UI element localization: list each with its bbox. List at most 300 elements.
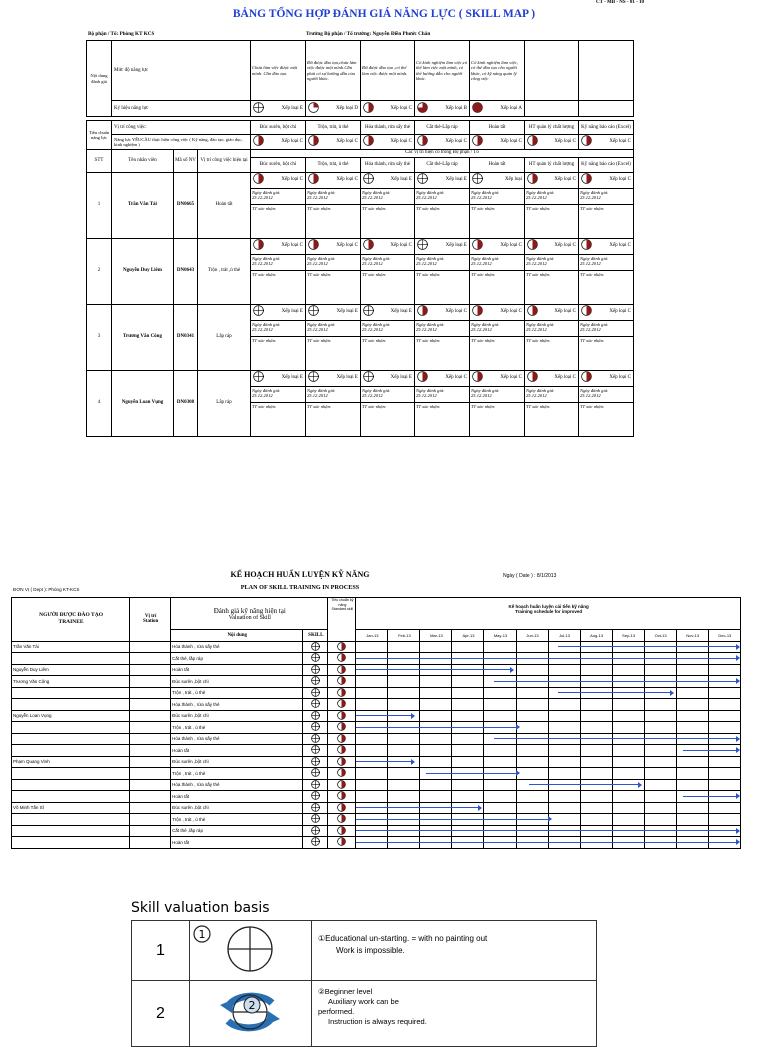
- employee-rating: Xếp loại C: [525, 239, 578, 253]
- skill-content: Đúc surên ,bột chì: [171, 710, 303, 722]
- skill-map-title: BẢNG TỔNG HỢP ĐÁNH GIÁ NĂNG LỰC ( SKILL MAP ): [232, 8, 536, 20]
- position-header-4: Hoàn tất: [470, 121, 525, 135]
- criteria-label: Nội dung đánh giá: [87, 41, 112, 117]
- skill-content: Hoàn tất: [171, 664, 303, 676]
- eval-date: Ngày đánh giá: 25.12.2012: [579, 320, 634, 336]
- level-e-symbol-icon: [311, 647, 320, 652]
- level-c-symbol-icon: [363, 135, 374, 149]
- employee-rating: Xếp loại C: [579, 239, 633, 253]
- trainee-name: Võ Minh Tấn Sĩ: [12, 802, 130, 814]
- trainee-name: [12, 653, 130, 665]
- eval-date: Ngày đánh giá: 25.12.2012: [361, 188, 415, 204]
- employee-rating: Xếp loại C: [579, 173, 633, 187]
- confirm-cell: TT xác nhận:: [361, 204, 415, 238]
- level-c-symbol-icon: [337, 647, 346, 652]
- level-e-symbol-icon: [308, 305, 319, 319]
- eval-date: Ngày đánh giá: 25.12.2012: [361, 320, 415, 336]
- level-desc-1: Đã được đào tạo,chưa làm việc được một mình.Cần phải có sự hướng dẫn của người khác.: [306, 41, 361, 101]
- station-header-vi: Vị trí: [144, 614, 157, 620]
- employee-rating: Xếp loại E: [361, 305, 414, 319]
- eval-date: Ngày đánh giá: 25.12.2012: [361, 254, 415, 270]
- month-header: Dec-13: [708, 630, 740, 642]
- level-c-symbol-icon: [581, 305, 592, 319]
- level-c-symbol-icon: [253, 173, 264, 187]
- confirm-cell: TT xác nhận:: [579, 204, 634, 238]
- month-header: Apr-13: [452, 630, 484, 642]
- level-e-symbol-icon: [253, 102, 264, 116]
- training-schedule-arrow: [494, 738, 740, 739]
- standard-header-vi: Tiêu chuẩn kỹ năng: [331, 598, 354, 607]
- training-schedule-arrow: [356, 727, 519, 728]
- eval-date: Ngày đánh giá: 25.12.2012: [579, 386, 634, 402]
- level-c-symbol-icon: [337, 819, 346, 824]
- employee-rating: Xếp loại C: [470, 371, 524, 385]
- eval-header-vi: Đánh giá kỹ năng hiện tại: [213, 606, 286, 615]
- employee-rating: Xếp loại E: [361, 371, 414, 385]
- eval-date: Ngày đánh giá: 25.12.2012: [306, 386, 361, 402]
- level-c-symbol-icon: [337, 831, 346, 836]
- position-subheader-6: Kỹ năng báo cáo (Excel): [579, 157, 634, 172]
- position-header-0: Đúc surên, bột chì: [251, 121, 306, 135]
- eval-date: Ngày đánh giá: 25.12.2012: [470, 254, 525, 270]
- level-c-symbol-icon: [527, 305, 538, 319]
- confirm-cell: TT xác nhận:: [251, 402, 306, 436]
- level-c-symbol-icon: [581, 135, 592, 149]
- standard-label: Tiêu chuẩn năng lực: [87, 121, 112, 150]
- level-e-symbol-icon: [311, 773, 320, 778]
- level-e-symbol-icon: [417, 173, 428, 187]
- trainee-name: [12, 745, 130, 757]
- plan-title: KẾ HOẠCH HUẤN LUYỆN KỸ NĂNG: [230, 570, 370, 579]
- position-subheader-0: Đúc surên, bột chì: [251, 157, 306, 172]
- level-c-symbol-icon: [308, 239, 319, 253]
- level-c-symbol-icon: [472, 239, 483, 253]
- svg-text:2: 2: [248, 999, 256, 1012]
- employee-id: DN0643: [174, 238, 198, 304]
- eval-date: Ngày đánh giá: 25.12.2012: [251, 188, 306, 204]
- eval-date: Ngày đánh giá: 25.12.2012: [251, 254, 306, 270]
- skill-content: Đúc surên ,bột chì: [171, 756, 303, 768]
- level-e-symbol-icon: [311, 727, 320, 732]
- level-c-symbol-icon: [337, 750, 346, 755]
- symbol-legend-3: Xếp loại B: [415, 102, 469, 116]
- trainee-name: [12, 722, 130, 734]
- level-e-symbol-icon: [363, 173, 374, 187]
- confirm-cell: TT xác nhận:: [251, 336, 306, 370]
- confirm-cell: TT xác nhận:: [306, 402, 361, 436]
- level-c-symbol-icon: [337, 739, 346, 744]
- level-e-symbol-icon: [311, 716, 320, 721]
- level-e-symbol-icon: [311, 785, 320, 790]
- trainee-name: Trương Văn Công: [12, 676, 130, 688]
- level-e-symbol-icon: [472, 173, 483, 187]
- confirm-cell: TT xác nhận:: [306, 336, 361, 370]
- required-level-3: Xếp loại C: [415, 135, 469, 149]
- level-c-symbol-icon: [417, 305, 428, 319]
- level-c-symbol-icon: [527, 239, 538, 253]
- level-1-circle-icon: [190, 921, 312, 975]
- level-c-symbol-icon: [363, 239, 374, 253]
- skill-content: Hóa thành , rửa sấy thẻ: [171, 733, 303, 745]
- level-c-symbol-icon: [337, 785, 346, 790]
- confirm-cell: TT xác nhận:: [306, 204, 361, 238]
- level-e-symbol-icon: [253, 305, 264, 319]
- content-header: Nội dung: [171, 630, 303, 642]
- confirm-cell: TT xác nhận:: [470, 402, 525, 436]
- level-e-symbol-icon: [311, 750, 320, 755]
- position-subheader-3: Cắt thẻ-Lắp ráp: [415, 157, 470, 172]
- level-e-symbol-icon: [311, 831, 320, 836]
- confirm-cell: TT xác nhận:: [415, 336, 470, 370]
- confirm-cell: TT xác nhận:: [525, 270, 579, 304]
- level-e-symbol-icon: [311, 796, 320, 801]
- employee-row: [87, 370, 634, 386]
- level-c-symbol-icon: [253, 239, 264, 253]
- id-header: Mã số NV: [174, 149, 198, 172]
- trainee-name: [12, 733, 130, 745]
- eval-header-en: Valuation of Skill: [228, 614, 271, 621]
- level-c-symbol-icon: [527, 173, 538, 187]
- position-label: Vị trí công việc:: [112, 121, 251, 135]
- skill-content: Cắt thẻ ,lắp ráp: [171, 825, 303, 837]
- month-header: Oct-13: [644, 630, 676, 642]
- symbol-label: Ký hiệu năng lực: [112, 101, 251, 117]
- level-c-symbol-icon: [337, 842, 346, 847]
- level-e-symbol-icon: [417, 239, 428, 253]
- trainee-name: [12, 825, 130, 837]
- month-header: Mar-13: [420, 630, 452, 642]
- month-header: Jul-13: [548, 630, 580, 642]
- confirm-cell: TT xác nhận:: [251, 270, 306, 304]
- trainee-name: [12, 814, 130, 826]
- level-c-symbol-icon: [581, 371, 592, 385]
- month-header: May-13: [484, 630, 516, 642]
- level-c-symbol-icon: [337, 808, 346, 813]
- training-schedule-arrow: [356, 669, 513, 670]
- level-e-symbol-icon: [363, 305, 374, 319]
- eval-date: Ngày đánh giá: 25.12.2012: [415, 254, 470, 270]
- employee-rating: Xếp loại C: [306, 239, 360, 253]
- role-header: Vị trí công việc hiện tại: [198, 149, 251, 172]
- level-c-symbol-icon: [417, 135, 428, 149]
- symbol-legend-2: Xếp loại C: [361, 102, 414, 116]
- eval-date: Ngày đánh giá: 25.12.2012: [415, 188, 470, 204]
- training-schedule-arrow: [558, 646, 740, 647]
- eval-date: Ngày đánh giá: 25.12.2012: [415, 320, 470, 336]
- position-subheader-2: Hóa thành, rửa sấy thẻ: [361, 157, 415, 172]
- valuation-2-line1: ②Beginner level: [318, 987, 373, 996]
- eval-date: Ngày đánh giá: 25.12.2012: [470, 386, 525, 402]
- station-header-en: Station: [143, 619, 159, 625]
- level-desc-0: Chưa làm việc được một mình. Cần đào tạo.: [251, 41, 306, 101]
- level-e-symbol-icon: [311, 842, 320, 847]
- position-header-3: Cắt thẻ-Lắp ráp: [415, 121, 470, 135]
- plan-row: [12, 699, 741, 711]
- employee-name: Trần Văn Tài: [112, 172, 174, 238]
- employee-stt: 3: [87, 304, 112, 370]
- trainee-name: Phạm Quang Vinh: [12, 756, 130, 768]
- employee-rating: Xếp loại E: [415, 239, 469, 253]
- eval-date: Ngày đánh giá: 25.12.2012: [525, 254, 579, 270]
- month-header: Jun-13: [516, 630, 548, 642]
- level-c-symbol-icon: [253, 135, 264, 149]
- eval-date: Ngày đánh giá: 25.12.2012: [525, 386, 579, 402]
- month-header: Aug-13: [580, 630, 612, 642]
- skill-content: Đúc surên ,bột chì: [171, 676, 303, 688]
- level-e-symbol-icon: [253, 371, 264, 385]
- confirm-cell: TT xác nhận:: [251, 204, 306, 238]
- level-e-symbol-icon: [311, 739, 320, 744]
- skill-content: Cắt thẻ, lắp ráp: [171, 653, 303, 665]
- level-c-symbol-icon: [337, 716, 346, 721]
- confirm-cell: TT xác nhận:: [415, 402, 470, 436]
- employee-rating: Xếp loại E: [251, 305, 305, 319]
- eval-date: Ngày đánh giá: 25.12.2012: [470, 320, 525, 336]
- level-a-symbol-icon: [472, 102, 483, 116]
- month-header: Feb-13: [388, 630, 420, 642]
- eval-date: Ngày đánh giá: 25.12.2012: [470, 188, 525, 204]
- month-header: Nov-13: [676, 630, 708, 642]
- employee-name: Nguyễn Loan Vụng: [112, 370, 174, 436]
- level-c-symbol-icon: [337, 704, 346, 709]
- level-c-symbol-icon: [417, 371, 428, 385]
- confirm-cell: TT xác nhận:: [579, 336, 634, 370]
- training-schedule-arrow: [683, 796, 740, 797]
- employee-rating: Xếp loại C: [415, 305, 469, 319]
- training-schedule-arrow: [683, 750, 740, 751]
- required-level-1: Xếp loại C: [306, 135, 360, 149]
- employee-stt: 1: [87, 172, 112, 238]
- training-plan-table: [11, 597, 741, 849]
- training-schedule-arrow: [356, 761, 414, 762]
- employee-rating: Xếp loại C: [470, 239, 524, 253]
- employee-row: [87, 304, 634, 320]
- confirm-cell: TT xác nhận:: [470, 270, 525, 304]
- position-subheader-5: HT quản lý chất lượng: [525, 157, 579, 172]
- eval-date: Ngày đánh giá: 25.12.2012: [579, 188, 634, 204]
- skill-content: Trộn , trát , ủ thẻ: [171, 687, 303, 699]
- month-header: Sep-13: [612, 630, 644, 642]
- plan-subtitle: PLAN OF SKILL TRAINING IN PROCESS: [240, 584, 360, 591]
- level-c-symbol-icon: [527, 135, 538, 149]
- required-level-5: Xếp loại C: [525, 135, 578, 149]
- skill-content: Hóa thành , rửa sấy thẻ: [171, 641, 303, 653]
- employee-rating: Xếp loại E: [251, 371, 305, 385]
- employee-stt: 2: [87, 238, 112, 304]
- training-schedule-arrow: [356, 842, 739, 843]
- employee-role: Hoàn tất: [198, 172, 251, 238]
- employee-id: DN0308: [174, 370, 198, 436]
- employee-rating: Xếp loại C: [306, 173, 360, 187]
- confirm-cell: TT xác nhận:: [525, 204, 579, 238]
- schedule-header-en: Training schedule for improved: [515, 609, 583, 614]
- level-c-symbol-icon: [581, 239, 592, 253]
- level-e-symbol-icon: [311, 658, 320, 663]
- eval-date: Ngày đánh giá: 25.12.2012: [306, 254, 361, 270]
- level-e-symbol-icon: [311, 693, 320, 698]
- training-schedule-arrow: [356, 830, 739, 831]
- employee-rating: Xếp loại E: [361, 173, 414, 187]
- level-b-symbol-icon: [417, 102, 428, 116]
- valuation-1-line1: ①Educational un-starting. = with no painting out: [318, 934, 488, 943]
- trainee-name: Trần Văn Tài: [12, 641, 130, 653]
- employee-rating: Xếp loại C: [251, 239, 305, 253]
- position-subheader-4: Hoàn tất: [470, 157, 525, 172]
- valuation-1-line2: Work is impossible.: [336, 945, 405, 955]
- employee-id: DN0665: [174, 172, 198, 238]
- required-level-0: Xếp loại C: [251, 135, 305, 149]
- position-header-2: Hóa thành, rửa sấy thẻ: [361, 121, 415, 135]
- employee-rating: Xếp loại C: [579, 305, 633, 319]
- valuation-level-1: 1: [132, 921, 190, 981]
- level-c-symbol-icon: [337, 670, 346, 675]
- employee-rating: Xếp loại E: [306, 305, 360, 319]
- valuation-title: Skill valuation basis: [131, 900, 270, 916]
- employee-rating: Xếp loại C: [525, 305, 578, 319]
- confirm-cell: TT xác nhận:: [579, 270, 634, 304]
- level-c-symbol-icon: [472, 305, 483, 319]
- valuation-2-line2: Auxiliary work can be: [328, 997, 399, 1007]
- level-c-symbol-icon: [472, 371, 483, 385]
- confirm-cell: TT xác nhận:: [415, 204, 470, 238]
- level-desc-2: Đã được đào tạo ,có thể làm việc được một mình.: [361, 41, 415, 101]
- training-schedule-arrow: [356, 658, 739, 659]
- eval-date: Ngày đánh giá: 25.12.2012: [251, 320, 306, 336]
- level-label: Mức độ năng lực: [112, 41, 251, 101]
- training-schedule-arrow: [426, 773, 519, 774]
- required-level-2: Xếp loại C: [361, 135, 414, 149]
- level-e-symbol-icon: [308, 371, 319, 385]
- employee-rating: Xếp loại C: [525, 371, 578, 385]
- trainee-name: [12, 768, 130, 780]
- dept-positions-header: Các vị trí hiện có trong Bộ phận / Tổ: [251, 149, 634, 157]
- skill-content: Hóa thành , rửa sấy thẻ: [171, 779, 303, 791]
- employee-role: Lắp ráp: [198, 304, 251, 370]
- level-desc-3: Có kinh nghiệm làm việc,có thể làm việc một mình, có thể hướng dẫn cho người khác.: [415, 41, 470, 101]
- trainee-header-en: TRAINEE: [58, 619, 84, 626]
- confirm-cell: TT xác nhận:: [525, 336, 579, 370]
- eval-date: Ngày đánh giá: 25.12.2012: [306, 320, 361, 336]
- symbol-legend-0: Xếp loại E: [251, 102, 305, 116]
- skill-content: Đúc surên ,bột chì: [171, 802, 303, 814]
- employee-name: Trương Văn Công: [112, 304, 174, 370]
- level-e-symbol-icon: [311, 704, 320, 709]
- confirm-cell: TT xác nhận:: [579, 402, 634, 436]
- position-header-1: Trộn, trát, ủ thẻ: [306, 121, 361, 135]
- level-desc-4: Có kinh nghiệm làm việc, có thể đào tạo cho người khác, có kỹ năng quản lý công việc: [470, 41, 525, 101]
- employee-row: [87, 172, 634, 188]
- level-d-symbol-icon: [308, 102, 319, 116]
- skill-content: Hóa thành , rửa sấy thẻ: [171, 699, 303, 711]
- eval-date: Ngày đánh giá: 25.12.2012: [415, 386, 470, 402]
- level-2-cycle-icon: [190, 981, 312, 1041]
- level-c-symbol-icon: [581, 173, 592, 187]
- plan-row: [12, 768, 741, 780]
- employee-rating: Xếp loại E: [306, 371, 360, 385]
- plan-dept: ĐƠN VỊ ( Dept ): Phòng KT-KCS: [13, 587, 80, 592]
- level-c-symbol-icon: [337, 658, 346, 663]
- level-c-symbol-icon: [337, 693, 346, 698]
- required-level-4: Xếp loại C: [470, 135, 524, 149]
- training-schedule-arrow: [529, 784, 641, 785]
- training-schedule-arrow: [356, 807, 481, 808]
- valuation-2-line3: performed.: [318, 1007, 355, 1017]
- level-c-symbol-icon: [337, 681, 346, 686]
- trainee-name: [12, 779, 130, 791]
- employee-rating: Xếp loại C: [251, 173, 305, 187]
- skill-map-table: [86, 40, 634, 437]
- training-schedule-arrow: [356, 819, 551, 820]
- eval-date: Ngày đánh giá: 25.12.2012: [361, 386, 415, 402]
- confirm-cell: TT xác nhận:: [470, 336, 525, 370]
- training-schedule-arrow: [494, 681, 740, 682]
- skill-content: Hoàn tất: [171, 745, 303, 757]
- eval-date: Ngày đánh giá: 25.12.2012: [525, 320, 579, 336]
- symbol-legend-4: Xếp loại A: [470, 102, 524, 116]
- confirm-cell: TT xác nhận:: [361, 336, 415, 370]
- level-c-symbol-icon: [308, 173, 319, 187]
- eval-date: Ngày đánh giá: 25.12.2012: [306, 188, 361, 204]
- position-header-5: HT quản lý chất lượng: [525, 121, 579, 135]
- month-header: Jan-13: [356, 630, 388, 642]
- skill-content: Hoàn tất: [171, 791, 303, 803]
- dept-label: Bộ phận / Tổ: Phòng KT KCS: [88, 31, 155, 37]
- form-code: CT - MB - NS - 01 - 10: [596, 0, 644, 5]
- employee-rating: Xếp loại C: [470, 305, 524, 319]
- position-header-6: Kỹ năng báo cáo (Excel): [579, 121, 634, 135]
- training-schedule-arrow: [356, 715, 414, 716]
- eval-date: Ngày đánh giá: 25.12.2012: [251, 386, 306, 402]
- training-schedule-arrow: [558, 692, 673, 693]
- valuation-2-line4: Instruction is always required.: [328, 1017, 427, 1027]
- level-c-symbol-icon: [308, 135, 319, 149]
- trainee-name: [12, 791, 130, 803]
- confirm-cell: TT xác nhận:: [361, 402, 415, 436]
- employee-role: Trộn , trát ,ủ thẻ: [198, 238, 251, 304]
- employee-rating: Xếp loại C: [525, 173, 578, 187]
- level-e-symbol-icon: [363, 371, 374, 385]
- name-header: Tên nhân viên: [112, 149, 174, 172]
- valuation-basis-table: [131, 920, 597, 1047]
- plan-row: [12, 745, 741, 757]
- skill-content: Trộn , trát , ủ thẻ: [171, 814, 303, 826]
- leader-label: Trưởng Bộ phận / Tổ trưởng: Nguyễn Điền Phước Chân: [306, 31, 431, 37]
- employee-id: DN0341: [174, 304, 198, 370]
- skill-content: Trộn , trát , ủ thẻ: [171, 768, 303, 780]
- employee-rating: Xếp loại: [470, 173, 524, 187]
- confirm-cell: TT xác nhận:: [415, 270, 470, 304]
- position-subheader-1: Trộn, trát, ủ thẻ: [306, 157, 361, 172]
- svg-text:1: 1: [198, 928, 206, 941]
- employee-rating: Xếp loại C: [579, 371, 633, 385]
- trainee-name: Nguyễn Duy Liêm: [12, 664, 130, 676]
- eval-date: Ngày đánh giá: 25.12.2012: [525, 188, 579, 204]
- trainee-name: Nguyễn Loan Vụng: [12, 710, 130, 722]
- level-e-symbol-icon: [311, 762, 320, 767]
- employee-row: [87, 238, 634, 254]
- skill-content: Hoàn tất: [171, 837, 303, 849]
- employee-rating: Xếp loại C: [415, 371, 469, 385]
- confirm-cell: TT xác nhận:: [525, 402, 579, 436]
- level-e-symbol-icon: [311, 819, 320, 824]
- level-c-symbol-icon: [527, 371, 538, 385]
- level-e-symbol-icon: [311, 808, 320, 813]
- level-e-symbol-icon: [311, 670, 320, 675]
- symbol-legend-1: Xếp loại D: [306, 102, 360, 116]
- level-c-symbol-icon: [337, 727, 346, 732]
- trainee-name: [12, 687, 130, 699]
- level-e-symbol-icon: [311, 681, 320, 686]
